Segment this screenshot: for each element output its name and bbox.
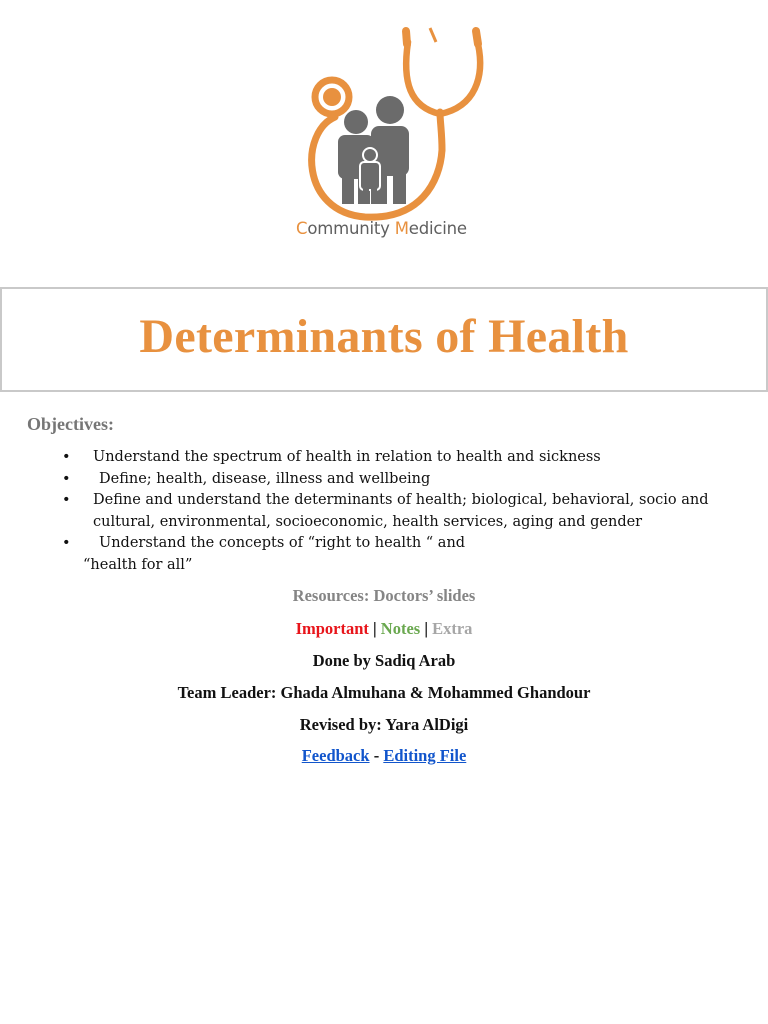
- objectives-list: [60, 447, 750, 576]
- links-dash: -: [373, 746, 380, 765]
- page-title: Determinants of Health: [139, 310, 629, 363]
- title-box: [0, 287, 768, 392]
- resources-line: Resources: Doctors’ slides: [292, 586, 476, 605]
- team-leader: Team Leader: Ghada Almuhana & Mohammed Ghandour: [177, 683, 591, 702]
- legend-separator: |: [424, 619, 428, 638]
- editing-file-link[interactable]: Editing File: [383, 746, 467, 765]
- legend-notes: Notes: [380, 619, 421, 638]
- stethoscope-family-icon: [290, 22, 490, 222]
- legend-separator: |: [373, 619, 377, 638]
- links-line: [0, 746, 768, 766]
- list-item: • Define; health, disease, illness and wellbeing: [60, 469, 750, 491]
- logo-text: Community Medicine: [296, 219, 467, 238]
- list-item: • Define and understand the determinants of health; biological, behavioral, socio and cultural, environmental, socioeconomic, health services, aging and gender: [60, 490, 750, 533]
- color-legend: [0, 619, 768, 639]
- done-by: Done by Sadiq Arab: [312, 651, 456, 670]
- list-item: • Understand the concepts of “right to health “ and: [60, 533, 750, 555]
- list-item: • Understand the spectrum of health in relation to health and sickness: [60, 447, 750, 469]
- legend-important: Important: [295, 619, 369, 638]
- community-medicine-logo: [290, 22, 490, 242]
- list-item-continuation: “health for all”: [83, 556, 193, 573]
- legend-extra: Extra: [432, 619, 473, 638]
- objectives-heading: Objectives:: [27, 414, 114, 434]
- feedback-link[interactable]: Feedback: [301, 746, 370, 765]
- revised-by: Revised by: Yara AlDigi: [299, 715, 469, 734]
